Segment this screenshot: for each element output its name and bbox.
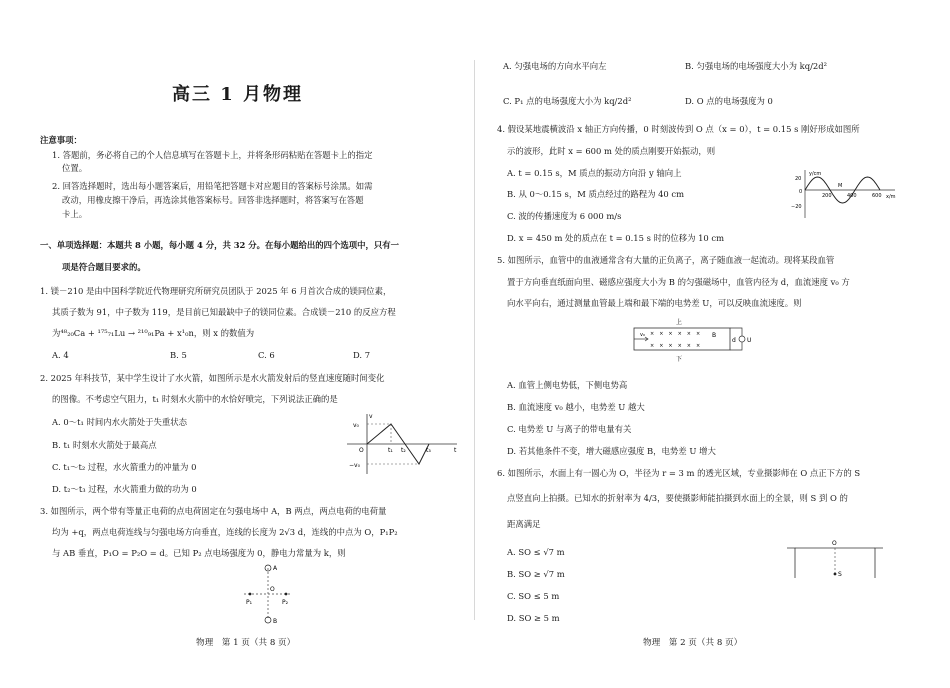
wave-y-tick-max: 20	[795, 176, 802, 182]
origin-label: O	[359, 447, 364, 454]
voltage-u-label: U	[747, 337, 752, 344]
point-o-label: O	[832, 540, 837, 547]
t1-label: t₁	[388, 447, 393, 454]
point-s	[834, 573, 837, 576]
q3-option-b: B. 匀强电场的电场强度大小为 kq/2d²	[685, 61, 827, 71]
wave-x-tick-200: 200	[822, 193, 832, 199]
wire-top	[730, 328, 742, 336]
wave-graph	[791, 168, 901, 222]
point-p2	[285, 593, 288, 596]
q3-text-3: 与 AB 垂直，P₁O = P₂O = d。已知 P₂ 点电场强度为 0，静电力常量为 k，则	[52, 548, 346, 558]
q1-text: 1. 镁－210 是由中国科学院近代物理研究所研究员团队于 2025 年 6 月首次合成的镁同位素，	[40, 286, 392, 296]
q3-option-d: D. O 点的电场强度为 0	[685, 96, 773, 106]
t3-label: t₃	[426, 447, 431, 454]
charge-b-label: B	[273, 618, 278, 625]
v-axis-label: v	[369, 413, 373, 420]
neg-v0-label: −v₀	[349, 462, 360, 469]
notice-item-2: 2. 回答选择题时，选出每小题答案后，用铅笔把答题卡对应题目的答案标号涂黑。如需	[52, 181, 373, 191]
wave-x-unit: x/m	[886, 194, 896, 200]
q6-text-3: 距离满足	[507, 519, 541, 529]
vessel-bottom-label: 下	[676, 356, 683, 363]
q6-option-b: B. SO ≥ √7 m	[507, 569, 565, 579]
q1-option-d: D. 7	[353, 350, 371, 360]
q1-option-c: C. 6	[258, 350, 275, 360]
field-row-2: × × × × × ×	[650, 343, 701, 349]
t-axis-label: t	[454, 447, 457, 454]
wave-point-m-label: M	[838, 183, 843, 189]
q4-option-d: D. x = 450 m 处的质点在 t = 0.15 s 时的位移为 10 cm	[507, 233, 725, 243]
p2-label: P₂	[282, 599, 289, 606]
page-1-footer: 物理 第 1 页（共 8 页）	[196, 638, 296, 648]
velocity-time-graph	[335, 410, 465, 478]
q2-option-d: D. t₂～t₃ 过程，水火箭重力做的功为 0	[52, 484, 197, 494]
q6-option-c: C. SO ≤ 5 m	[507, 591, 560, 601]
q1-option-b: B. 5	[170, 350, 187, 360]
p1-label: P₁	[246, 599, 253, 606]
v0-label: v₀	[640, 332, 645, 338]
q5-option-d: D. 若其他条件不变，增大磁感应强度 B，电势差 U 增大	[507, 446, 716, 456]
notice-item-2-cont: 改动，用橡皮擦干净后，再选涂其他答案标号。回答非选择题时，将答案写在答题	[62, 195, 364, 205]
point-p1	[249, 593, 252, 596]
q5-text-2: 置于方向垂直纸面向里、磁感应强度大小为 B 的匀强磁场中，血管内径为 d，血流速度 v₀ 方	[507, 277, 850, 287]
page-2-footer: 物理 第 2 页（共 8 页）	[643, 638, 743, 648]
q1-text-2: 其质子数为 91，中子数为 119，是目前已知最缺中子的镁同位素。合成镁－210 的反应方程	[52, 307, 396, 317]
field-row-1: × × × × × ×	[650, 331, 701, 337]
q5-option-b: B. 血流速度 v₀ 越小，电势差 U 越大	[507, 402, 645, 412]
q4-option-b: B. 从 0～0.15 s，M 质点经过的路程为 40 cm	[507, 189, 685, 199]
q5-option-c: C. 电势差 U 与离子的带电量有关	[507, 424, 632, 434]
q6-text-2: 点竖直向上拍摄。已知水的折射率为 4/3，要使摄影师能拍摄到水面上的全景，则 S 到 O 的	[507, 493, 848, 503]
v0-label: v₀	[353, 422, 359, 429]
notice-heading: 注意事项：	[40, 135, 82, 145]
voltmeter	[739, 336, 745, 342]
pool-left-wall	[787, 548, 795, 578]
t2-label: t₂	[401, 447, 406, 454]
page-title: 高三 1 月物理	[171, 84, 304, 105]
q2-option-c: C. t₁～t₂ 过程，水火箭重力的冲量为 0	[52, 462, 197, 472]
point-s-label: S	[838, 571, 842, 578]
q5-text-3: 向水平向右，通过测量血管最上端和最下端的电势差 U，可以反映血流速度。则	[507, 298, 802, 308]
q6-option-a: A. SO ≤ √7 m	[507, 547, 565, 557]
notice-item-1-cont: 位置。	[62, 163, 88, 173]
section-heading-cont: 项是符合题目要求的。	[62, 262, 146, 272]
page-2	[475, 0, 950, 688]
blood-vessel-diagram	[630, 316, 755, 364]
vessel-top-label: 上	[676, 319, 683, 326]
wave-x-tick-400: 400	[847, 193, 857, 199]
q3-option-c: C. P₁ 点的电场强度大小为 kq/2d²	[503, 96, 632, 106]
wave-y-tick-min: −20	[791, 204, 802, 210]
q4-option-a: A. t = 0.15 s，M 质点的振动方向沿 y 轴向上	[507, 168, 682, 178]
point-o-label: O	[270, 586, 275, 593]
q2-text-2: 的图像。不考虑空气阻力，t₁ 时刻水火箭中的水恰好喷完，下列说法正确的是	[52, 394, 338, 404]
q1-option-a: A. 4	[52, 350, 69, 360]
q3-text: 3. 如图所示，两个带有等量正电荷的点电荷固定在匀强电场中 A，B 两点，两点电荷的电荷量	[40, 506, 387, 516]
q4-text-2: 示的波形，此时 x = 600 m 处的质点刚要开始振动，则	[507, 146, 716, 156]
field-b-label: B	[712, 332, 717, 339]
notice-item-1: 1. 答题前，务必将自己的个人信息填写在答题卡上，并将条形码粘贴在答题卡上的指定	[52, 150, 373, 160]
q5-option-a: A. 血管上侧电势低，下侧电势高	[507, 380, 628, 390]
q3-option-a: A. 匀强电场的方向水平向左	[503, 61, 607, 71]
q5-text: 5. 如图所示，血管中的血液通常含有大量的正负离子，离子随血液一起流动。现将某段血管	[497, 255, 835, 265]
section-heading: 一、单项选择题：本题共 8 小题，每小题 4 分，共 32 分。在每小题给出的四个选项中，只有一	[40, 240, 400, 250]
q4-option-c: C. 波的传播速度为 6 000 m/s	[507, 211, 622, 221]
wave-y-unit: y/cm	[809, 171, 822, 177]
q6-text: 6. 如图所示，水面上有一圆心为 O，半径为 r = 3 m 的透光区域，专业摄影师在 O 点正下方的 S	[497, 468, 861, 478]
q1-text-3: 为⁴⁸₂₀Ca + ¹⁷⁵₇₁Lu → ²¹⁰₉₁Pa + x¹₀n，则 x 的数值为	[52, 328, 255, 338]
diameter-d-label: d	[732, 337, 736, 344]
notice-item-2-end: 卡上。	[62, 209, 88, 219]
pool-right-wall	[875, 548, 883, 578]
q3-text-2: 均为 +q，两点电荷连线与匀强电场方向垂直，连线的长度为 2√3 d，连线的中点为 O，P₁P₂	[52, 527, 398, 537]
water-diagram	[785, 538, 885, 584]
q6-option-d: D. SO ≥ 5 m	[507, 613, 560, 623]
q2-option-a: A. 0～t₁ 时间内水火箭处于失重状态	[52, 417, 187, 427]
q2-text: 2. 2025 年科技节，某中学生设计了水火箭，如图所示是水火箭发射后的竖直速度随时间变化	[40, 373, 385, 383]
charge-a-label: A	[273, 565, 278, 572]
q2-option-b: B. t₁ 时刻水火箭处于最高点	[52, 440, 157, 450]
wave-y-tick-zero: 0	[799, 189, 803, 195]
charges-diagram	[238, 560, 298, 628]
q4-text: 4. 假设某地震横波沿 x 轴正方向传播，0 时刻波传到 O 点（x = 0），t = 0.15 s 刚好形成如图所	[497, 124, 860, 134]
wave-x-tick-600: 600	[872, 193, 882, 199]
